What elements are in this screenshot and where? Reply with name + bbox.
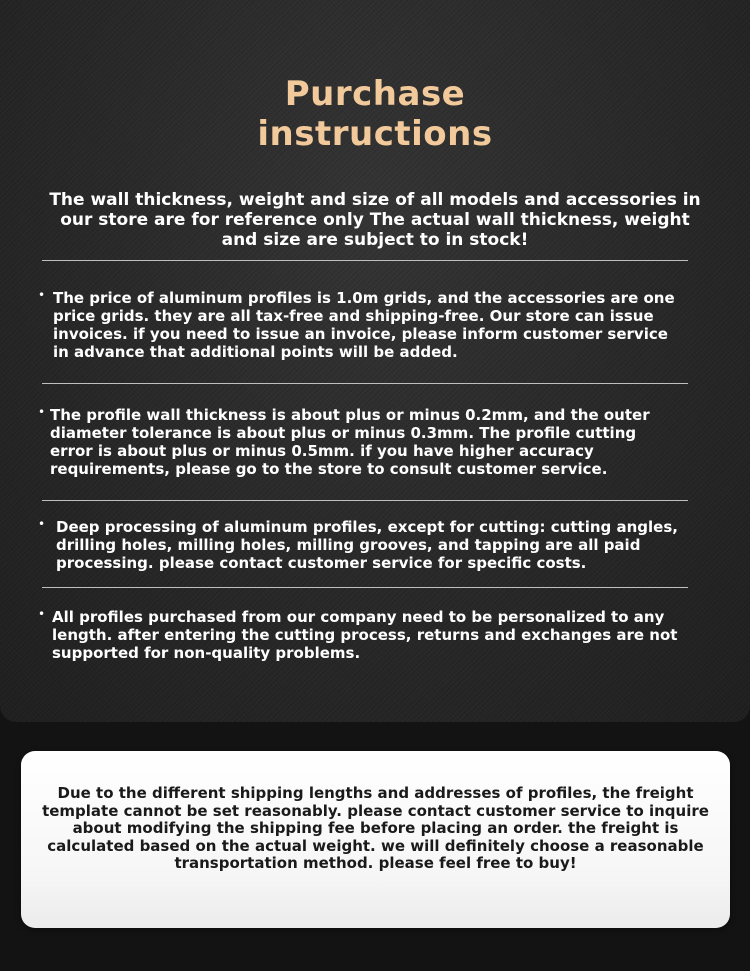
list-item-text: The price of aluminum profiles is 1.0m grids, and the accessories are one price grids. they are all tax-free and shipping-free. Our store can issue invoices. if you need to issue an invoice, please inform customer service in advance that additional points will be added. (53, 289, 675, 361)
list-item-text: All profiles purchased from our company need to be personalized to any length. after entering the cutting process, returns and exchanges are not supported for non-quality problems. (52, 608, 678, 662)
divider (42, 260, 688, 261)
page-title-line-1: Purchase (284, 74, 466, 114)
bullet-icon: • (38, 607, 46, 621)
divider (42, 587, 688, 588)
page-title-line-2: instructions (257, 114, 493, 154)
list-item-text: The profile wall thickness is about plus or minus 0.2mm, and the outer diameter tolerance is about plus or minus 0.3mm. The profile cutting error is about plus or minus 0.5mm. if you have higher accuracy requirements, please go to the store to consult customer service. (50, 406, 650, 478)
intro-paragraph: The wall thickness, weight and size of all models and accessories in our store are for reference only The actual wall thickness, weight and size are subject to in stock! (49, 190, 701, 250)
divider (42, 383, 688, 384)
divider (42, 500, 688, 501)
list-item-text: Deep processing of aluminum profiles, except for cutting: cutting angles, drilling holes, milling holes, milling grooves, and tapping are all paid processing. please contact customer service for specific costs. (56, 518, 678, 572)
bullet-icon: • (38, 517, 46, 531)
bullet-icon: • (38, 288, 46, 302)
shipping-notice-text: Due to the different shipping lengths and addresses of profiles, the freight template cannot be set reasonably. please contact customer service to inquire about modifying the shipping fee before placing an order. the freight is calculated based on the actual weight. we will definitely choose a reasonable transportation method. please feel free to buy! (42, 784, 709, 872)
bullet-icon: • (38, 405, 46, 419)
page-title (0, 74, 750, 154)
shipping-notice-card (21, 751, 730, 928)
